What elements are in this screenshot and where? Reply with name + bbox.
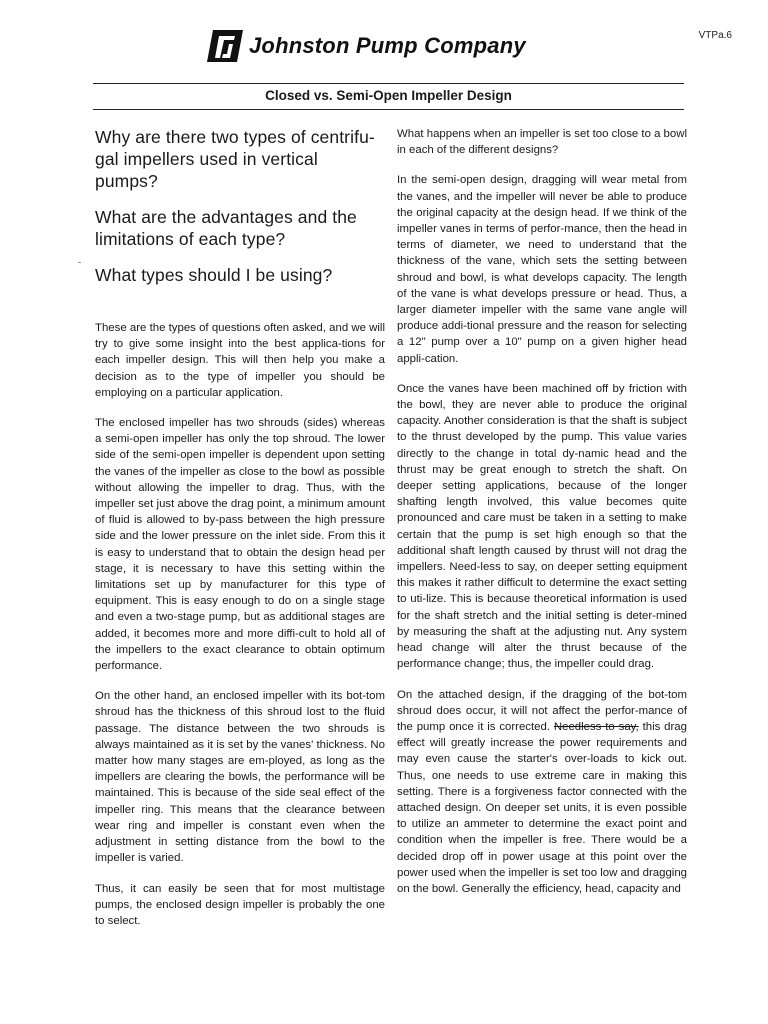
paragraph-attached-design xyxy=(397,687,687,898)
company-name: Johnston Pump Company xyxy=(249,33,526,58)
letterhead xyxy=(205,26,526,66)
paragraph-conclusion: Thus, it can easily be seen that for most multistage pumps, the enclosed design impeller is probably the one to select. xyxy=(95,882,385,927)
struck-text: Needless to say, xyxy=(553,720,639,733)
right-column xyxy=(397,126,687,911)
paragraph-enclosed-shroud: On the other hand, an enclosed impeller with its bot-tom shroud has the thickness of this shroud lost to the fluid passage. The distance between the two shrouds is always maintained as it is set by the vanes' thickness. No matter how many stages are em-ployed, as long as the impellers are clearing the bowls, the performance will be maintained. This is because of the side seal effect of the impeller ring. This means that the clearance between wear ring and impeller is constant even when the adjustment in setting distance from the bowl to the impeller is varied. xyxy=(95,690,385,865)
title-rule-bottom xyxy=(93,109,684,110)
paragraph-too-close: What happens when an impeller is set too close to a bowl in each of the different designs? xyxy=(397,128,687,157)
margin-mark xyxy=(78,262,81,263)
question-3: What types should I be using? xyxy=(95,265,333,285)
paragraph-intro: These are the types of questions often asked, and we will try to give some insight into the best applica-tions for each impeller design. This will then help you make a decision as to the type of impeller you should be employing on a particular application. xyxy=(95,322,385,399)
paragraph-semi-open-drag: In the semi-open design, dragging will wear metal from the vanes, and the impeller will never be able to produce the original capacity at the design head. If we think of the impeller vanes in terms of perfor-mance, then the head in terms of diameter, we need to understand that the thickness of the vane, which sets the setting between shroud and bowl, is what develops capacity. The length of the vane is what develops pressure or head. Thus, a larger diameter impeller with the same vane angle will produce addi-tional pressure and the reason for selecting a 12" pump over a 10" pump on a given higher head appli-cation. xyxy=(397,174,687,365)
left-column xyxy=(95,126,385,943)
paragraph-vanes-machined: Once the vanes have been machined off by friction with the bowl, they are never able to produce the original capacity. Another consideration is that the shaft is subject to the thrust developed by the pump. This value varies directly to the change in total dy-namic head and the thrust may be great enough to stretch the shaft. On deeper setting applications, because of the longer shafting length involved, this value becomes quite pronounced and care must be taken in a setting to make certain that the pump is set high enough so that the additional shaft length caused by thrust will not drag the impellers. Need-less to say, on deeper setting equipment this makes it rather difficult to determine the exact setting to uti-lize. This is because theoretical information is used for the shaft stretch and the initial setting is deter-mined by measuring the shaft at the adjusting nut. Any system head change will alter the thrust because of the performance change; thus, the impeller could drag. xyxy=(397,382,687,671)
text-run: this drag effect will greatly increase the power requirements and may even cause the starter's over-loads to kick out. Thus, one needs to use extreme care in making this setting. There is a forgiveness factor connected with the attached design. On deeper set units, it is even possible to utilize an ammeter to determine the exact point and condition when the impeller is free. There would be a decided drop off in power usage at this point over the power used when the impeller is set too low and dragging on the bowl. Generally the efficiency, head, capacity and xyxy=(397,720,687,895)
title-rule-top xyxy=(93,83,684,84)
page-title: Closed vs. Semi-Open Impeller Design xyxy=(265,88,512,103)
text-run: On the attached design, if the dragging of the bot-tom shroud does occur, it will not affect the perfor-mance of the pump once it is corrected. xyxy=(397,688,687,733)
document-number: VTPa.6 xyxy=(698,30,732,41)
question-1: Why are there two types of centrifu-gal impellers used in vertical pumps? xyxy=(95,127,375,191)
paragraph-enclosed-vs-semi-open: The enclosed impeller has two shrouds (sides) whereas a semi-open impeller has only the top shroud. The lower side of the semi-open impeller is dependent upon setting the vanes of the impeller as close to the bowl as possible without allowing the impeller to drag. Thus, with the impeller set just above the drag point, a minimum amount of fluid is allowed to by-pass between the high pressure side and the lower pressure on the inlet side. From this it is easy to understand that to obtain the design head per stage, it is necessary to have this setting within the limitations set up by manufacturer for this type of equipment. This is easy enough to do on a single stage and even a two-stage pump, but as additional stages are added, it becomes more and more diffi-cult to hold all of the impellers to the exact clearance to obtain optimum performance. xyxy=(95,417,385,673)
question-2: What are the advantages and the limitations of each type? xyxy=(95,207,357,249)
company-logo-icon xyxy=(205,26,245,66)
